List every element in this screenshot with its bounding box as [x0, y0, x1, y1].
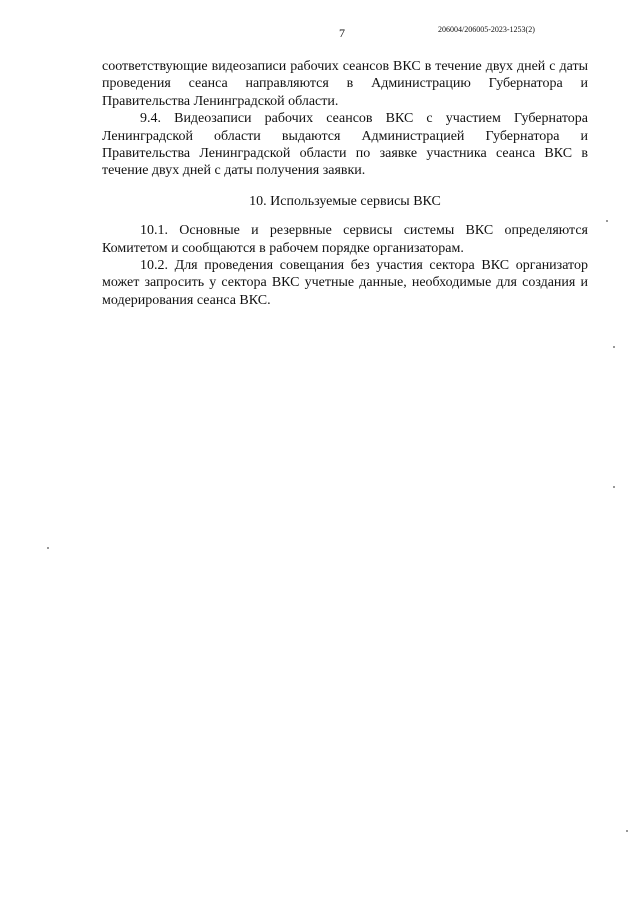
scan-speck [47, 547, 49, 549]
scan-speck [613, 346, 615, 348]
document-code: 206004/206005-2023-1253(2) [438, 25, 535, 34]
page-number: 7 [339, 26, 345, 40]
document-body [102, 58, 588, 309]
paragraph-10-2: 10.2. Для проведения совещания без участия сектора ВКС организатор может запросить у сектора ВКС учетные данные, необходимые для создания и модерирования сеанса ВКС. [102, 258, 588, 308]
section-heading-10: 10. Используемые сервисы ВКС [249, 193, 441, 209]
paragraph-10-1: 10.1. Основные и резервные сервисы системы ВКС определяются Комитетом и сообщаются в рабочем порядке организаторам. [102, 223, 588, 256]
scan-speck [626, 830, 628, 832]
paragraph-continuation: соответствующие видеозаписи рабочих сеансов ВКС в течение двух дней с даты проведения сеанса направляются в Администрацию Губернатора и Правительства Ленинградской области. [102, 59, 588, 109]
scan-speck [613, 486, 615, 488]
scan-speck [606, 220, 608, 222]
paragraph-9-4: 9.4. Видеозаписи рабочих сеансов ВКС с участием Губернатора Ленинградской области выдаются Администрацией Губернатора и Правительства Ленинградской области по заявке участника сеанса ВКС в течение двух дней с даты получения заявки. [102, 111, 588, 179]
